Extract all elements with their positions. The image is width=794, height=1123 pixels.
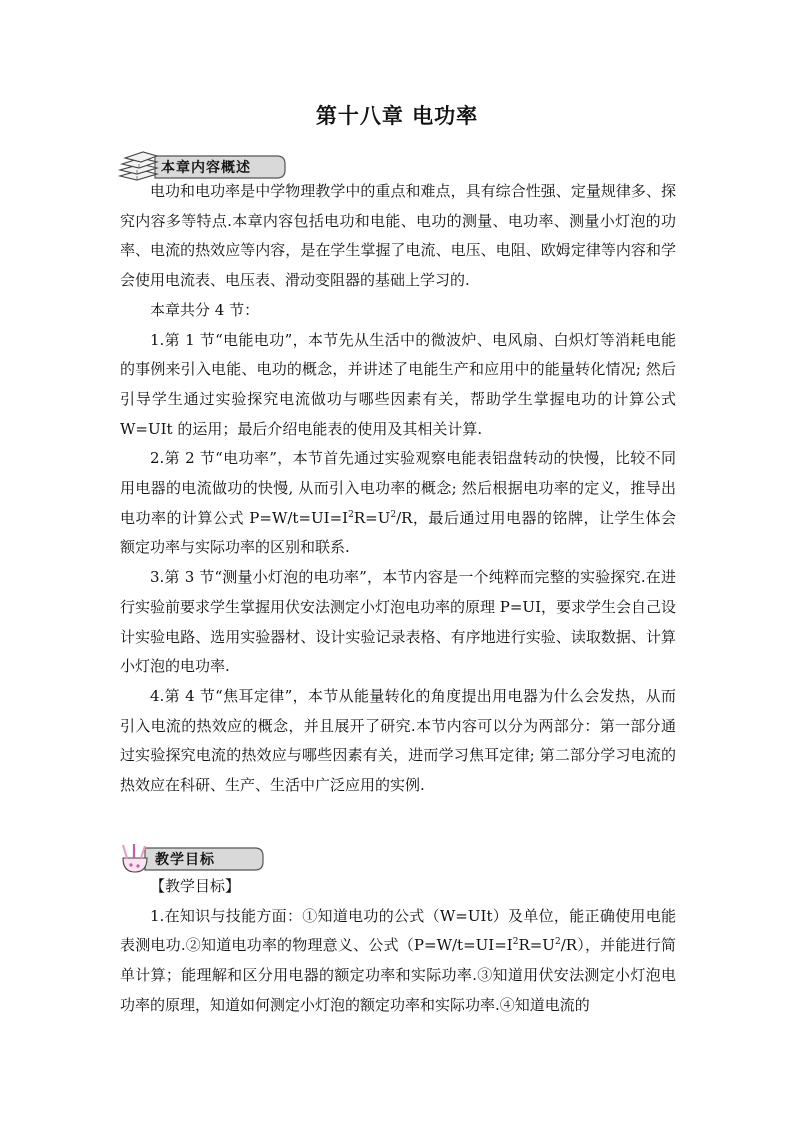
superscript: 2 bbox=[554, 937, 561, 948]
text-run: 1.在知识与技能方面：①知道电功的公式（W=UIt）及单位，能正确使用电能表测电功.②知道电功率的物理意义、公式（P=W/t=UI=I bbox=[120, 906, 676, 955]
text-run: /R），并能进行简单计算；能理解和区分用电器的额定功率和实际功率.③知道用伏安法测定小灯泡电功率的原理，知道如何测定小灯泡的额定功率和实际功率.④知道电流的 bbox=[120, 936, 676, 1014]
text-run: R=U bbox=[353, 508, 391, 527]
text-run: R=U bbox=[518, 936, 555, 955]
objectives-body bbox=[120, 872, 676, 1021]
paragraph: 电功和电功率是中学物理教学中的重点和难点，具有综合性强、定量规律多、探究内容多等特点.本章内容包括电功和电能、电功的测量、电功率、测量小灯泡的功率、电流的热效应等内容，是在学生掌握了电流、电压、电阻、欧姆定律等内容和学会使用电流表、电压表、滑动变阻器的基础上学习的. bbox=[120, 182, 676, 290]
section-label: 本章内容概述 bbox=[161, 160, 251, 176]
section-header-objectives bbox=[117, 842, 267, 876]
paragraph bbox=[120, 444, 676, 563]
subheading: 【教学目标】 bbox=[150, 877, 241, 895]
paragraph: 3.第 3 节“测量小灯泡的电功率”，本节内容是一个纯粹而完整的实验探究.在进行实验前要求学生掌握用伏安法测定小灯泡电功率的原理 P=UI，要求学生会自己设计实验电路、选用实验器材、设计实验记录表格、有序地进行实验、读取数据、计算小灯泡的电功率. bbox=[120, 568, 676, 676]
section-label: 教学目标 bbox=[155, 852, 215, 868]
superscript: 2 bbox=[390, 509, 397, 520]
text-run: 2.第 2 节“电功率”，本节首先通过实验观察电能表铝盘转动的快慢，比较不同用电器的电流做功的快慢, 从而引入电功率的概念; 然后根据电功率的定义，推导出电功率的计算公式 P=W/t=UI=I bbox=[120, 449, 676, 527]
chapter-title: 第十八章 电功率 bbox=[315, 103, 479, 128]
paragraph: 4.第 4 节“焦耳定律”，本节从能量转化的角度提出用电器为什么会发热，从而引入电流的热效应的概念，并且展开了研究.本节内容可以分为两部分：第一部分通过实验探究电流的热效应与哪些因素有关，进而学习焦耳定律; 第二部分学习电流的热效应在科研、生产、生活中广泛应用的实例. bbox=[120, 686, 676, 795]
superscript: 2 bbox=[512, 937, 519, 948]
overview-body bbox=[120, 177, 676, 801]
paragraph bbox=[120, 902, 676, 1021]
text-run: /R，最后通过用电器的铭牌，让学生体会额定功率与实际功率的区别和联系. bbox=[120, 508, 676, 557]
paragraph: 本章共分 4 节： bbox=[150, 300, 260, 319]
superscript: 2 bbox=[348, 509, 354, 520]
paragraph: 1.第 1 节“电能电功”，本节先从生活中的微波炉、电风扇、白炽灯等消耗电能的事例来引入电能、电功的概念，并讲述了电能生产和应用中的能量转化情况; 然后引导学生通过实验探究电流做功与哪些因素有关，帮助学生掌握电功的计算公式 W=UIt 的运用；最后介绍电能表的使用及其相关计算. bbox=[120, 330, 676, 438]
